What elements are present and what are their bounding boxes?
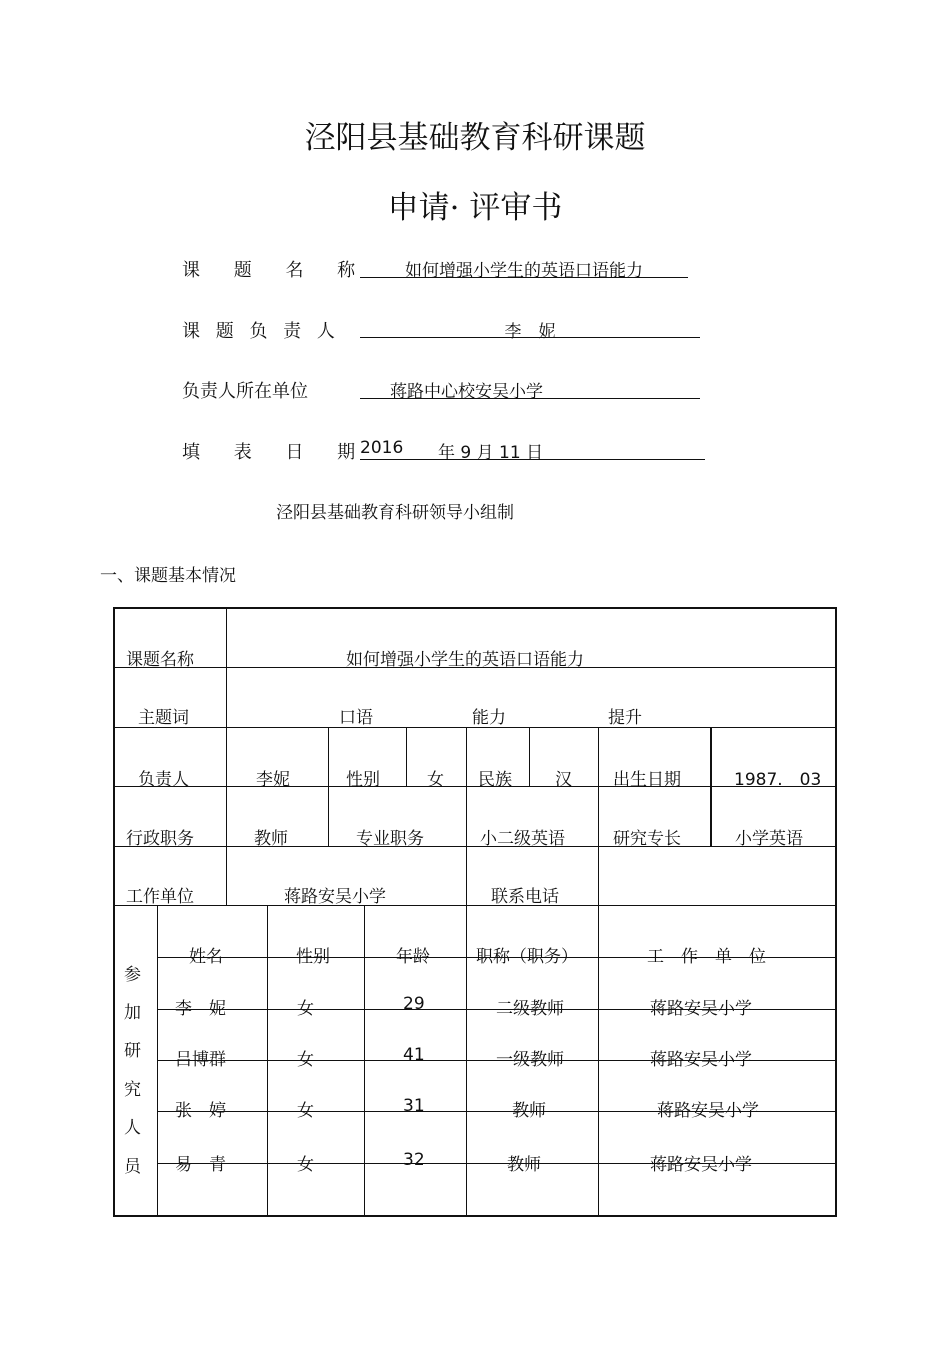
col-line [406, 727, 407, 786]
members-header-age: 年龄 [396, 947, 430, 967]
leader-underline [360, 337, 700, 338]
members-side-1: 参 [124, 965, 141, 985]
unit-label: 负责人所在单位 [182, 381, 308, 402]
row-line [113, 846, 837, 847]
members-header-unit: 工 作 单 位 [647, 947, 766, 967]
keyword-1: 口语 [339, 708, 373, 728]
member-age: 29 [403, 994, 425, 1014]
prof-label: 专业职务 [356, 829, 424, 849]
col-line [157, 905, 158, 1217]
col-line [466, 905, 467, 1217]
members-header-name: 姓名 [189, 947, 223, 967]
birth-label: 出生日期 [613, 770, 681, 790]
col-line [598, 727, 599, 905]
members-header-gender: 性别 [296, 947, 330, 967]
workunit-label: 工作单位 [126, 887, 194, 907]
issuer: 泾阳县基础教育科研领导小组制 [276, 503, 514, 523]
col-line [710, 727, 712, 846]
specialty-value: 小学英语 [735, 829, 803, 849]
row-line [113, 905, 837, 906]
specialty-label: 研究专长 [613, 829, 681, 849]
phone-label: 联系电话 [491, 887, 559, 907]
col-line [529, 727, 530, 786]
date-label: 填 表 日 期 [182, 442, 370, 463]
document-subtitle: 申请· 评审书 [387, 190, 563, 226]
member-title: 一级教师 [496, 1050, 564, 1070]
member-name: 吕博群 [175, 1050, 226, 1070]
topic-underline [360, 277, 688, 278]
col-line [598, 905, 599, 1217]
form-table [113, 607, 837, 1217]
date-year: 2016 [360, 438, 404, 458]
admin-label: 行政职务 [126, 829, 194, 849]
member-name: 李 妮 [175, 999, 226, 1019]
prof-value: 小二级英语 [480, 829, 565, 849]
gender-value: 女 [427, 770, 444, 790]
topic-name-value: 如何增强小学生的英语口语能力 [346, 650, 584, 670]
member-title: 二级教师 [496, 999, 564, 1019]
members-side-4: 究 [124, 1080, 141, 1100]
col-line [466, 727, 467, 905]
members-side-6: 员 [124, 1157, 141, 1177]
ethnicity-label: 民族 [478, 770, 512, 790]
leader-value-cell: 李妮 [256, 770, 290, 790]
member-gender: 女 [297, 1155, 314, 1175]
keywords-label: 主题词 [138, 708, 189, 728]
gender-label: 性别 [346, 770, 380, 790]
member-gender: 女 [297, 999, 314, 1019]
unit-value: 蒋路中心校安吴小学 [390, 382, 543, 402]
leader-value: 李 妮 [504, 322, 556, 342]
member-unit: 蒋路安吴小学 [650, 1155, 752, 1175]
col-line [364, 905, 365, 1217]
section-heading: 一、课题基本情况 [100, 566, 236, 586]
col-line [328, 727, 329, 846]
topic-name-label: 课题名称 [126, 650, 194, 670]
keyword-3: 提升 [608, 708, 642, 728]
unit-underline [360, 398, 700, 399]
member-title: 教师 [507, 1155, 541, 1175]
document-title: 泾阳县基础教育科研课题 [304, 120, 646, 156]
member-gender: 女 [297, 1050, 314, 1070]
col-line [226, 607, 227, 905]
member-age: 32 [403, 1150, 425, 1170]
admin-value: 教师 [254, 829, 288, 849]
member-age: 41 [403, 1045, 425, 1065]
member-age: 31 [403, 1096, 425, 1116]
member-unit: 蒋路安吴小学 [657, 1101, 759, 1121]
members-side-2: 加 [124, 1003, 141, 1023]
member-gender: 女 [297, 1101, 314, 1121]
member-name: 张 婷 [175, 1101, 226, 1121]
row-line [113, 786, 837, 787]
col-line [267, 905, 268, 1217]
date-underline [360, 459, 705, 460]
members-side-3: 研 [124, 1041, 141, 1061]
member-title: 教师 [512, 1101, 546, 1121]
workunit-value: 蒋路安吴小学 [284, 887, 386, 907]
members-header-title: 职称（职务） [476, 947, 578, 967]
member-unit: 蒋路安吴小学 [650, 1050, 752, 1070]
member-unit: 蒋路安吴小学 [650, 999, 752, 1019]
member-name: 易 青 [175, 1155, 226, 1175]
members-side-5: 人 [124, 1118, 141, 1138]
topic-label: 课 题 名 称 [182, 260, 370, 281]
keyword-2: 能力 [472, 708, 506, 728]
date-rest: 年 9 月 11 日 [438, 443, 544, 463]
birth-value: 1987. 03 [734, 770, 822, 790]
leader-label: 课 题 负 责 人 [182, 321, 340, 342]
ethnicity-value: 汉 [555, 770, 572, 790]
topic-value: 如何增强小学生的英语口语能力 [405, 261, 643, 281]
leader-label-cell: 负责人 [138, 770, 189, 790]
